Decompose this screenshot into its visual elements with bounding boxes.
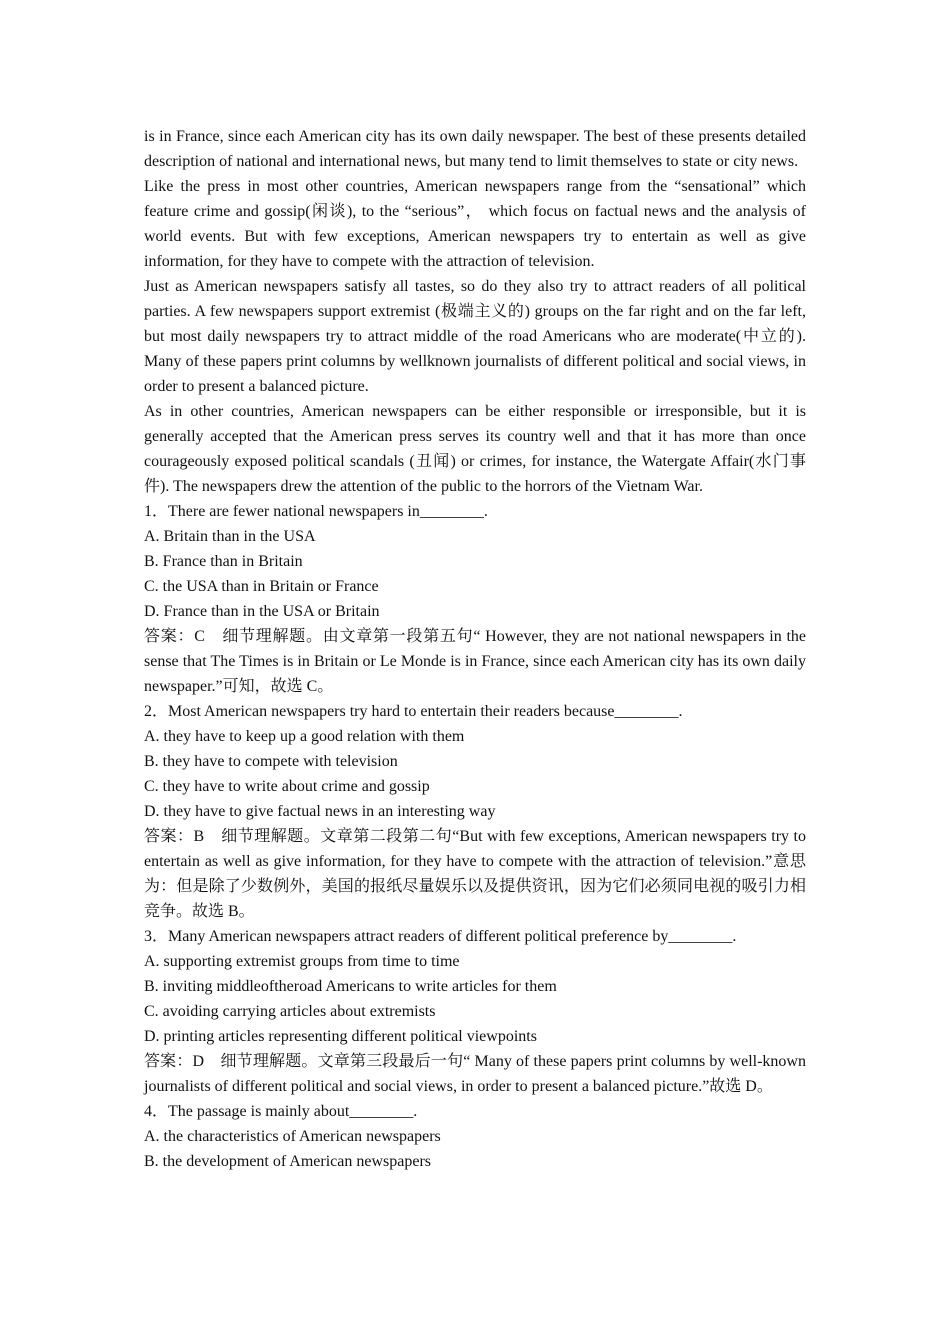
question-4-option-b: B. the development of American newspapers [144,1153,432,1170]
question-2-option-c: C. they have to write about crime and gossip [144,778,430,795]
question-2-option-b: B. they have to compete with television [144,753,398,770]
question-3-option-b: B. inviting middleoftheroad Americans to write articles for them [144,978,557,995]
question-2-answer: 答案：B 细节理解题。文章第二段第二句“But with few exceptions, American newspapers try to entertain as well as give information, for they have to compete with the attraction of television.”意思为：但是除了少数例外，美国的报纸尽量娱乐以及提供资讯，因为它们必须同电视的吸引力相竞争。故选 B。 [144,828,806,920]
question-1-option-a: A. Britain than in the USA [144,528,316,545]
question-1-option-d: D. France than in the USA or Britain [144,603,380,620]
question-3-option-d: D. printing articles representing different political viewpoints [144,1028,537,1045]
question-1-stem: 1．There are fewer national newspapers in________. [144,503,488,520]
question-4-stem: 4．The passage is mainly about________. [144,1103,418,1120]
question-2-stem: 2．Most American newspapers try hard to entertain their readers because________. [144,703,683,720]
question-3-option-c: C. avoiding carrying articles about extremists [144,1003,436,1020]
passage-paragraph-2: Like the press in most other countries, American newspapers range from the “sensational” which feature crime and gossip(闲谈), to the “serious”， which focus on factual news and the analysis of world events. But with few exceptions, American newspapers try to entertain as well as give information, for they have to compete with the attraction of television. [144,178,806,270]
question-3-option-a: A. supporting extremist groups from time to time [144,953,460,970]
question-3-answer: 答案：D 细节理解题。文章第三段最后一句“ Many of these papers print columns by well-known journalists of different political and social views, in order to present a balanced picture.”故选 D。 [144,1053,806,1095]
question-1-option-b: B. France than in Britain [144,553,303,570]
question-4-option-a: A. the characteristics of American newspapers [144,1128,441,1145]
passage-paragraph-4: As in other countries, American newspapers can be either responsible or irresponsible, but it is generally accepted that the American press serves its country well and that it has more than once courageously exposed political scandals (丑闻) or crimes, for instance, the Watergate Affair(水门事件). The newspapers drew the attention of the public to the horrors of the Vietnam War. [144,403,806,495]
passage-paragraph-1: is in France, since each American city has its own daily newspaper. The best of these presents detailed description of national and international news, but many tend to limit themselves to state or city news. [144,128,806,170]
question-1-answer: 答案：C 细节理解题。由文章第一段第五句“ However, they are not national newspapers in the sense that The Times is in Britain or Le Monde is in France, since each American city has its own daily newspaper.”可知，故选 C。 [144,628,806,695]
question-1-option-c: C. the USA than in Britain or France [144,578,379,595]
question-3-stem: 3．Many American newspapers attract readers of different political preference by________. [144,928,737,945]
document-page [144,124,806,1174]
passage-paragraph-3: Just as American newspapers satisfy all tastes, so do they also try to attract readers of all political parties. A few newspapers support extremist (极端主义的) groups on the far right and on the far left, but most daily newspapers try to attract middle of the road Americans who are moderate(中立的). Many of these papers print columns by wellknown journalists of different political and social views, in order to present a balanced picture. [144,278,806,395]
question-2-option-a: A. they have to keep up a good relation with them [144,728,465,745]
question-2-option-d: D. they have to give factual news in an interesting way [144,803,496,820]
